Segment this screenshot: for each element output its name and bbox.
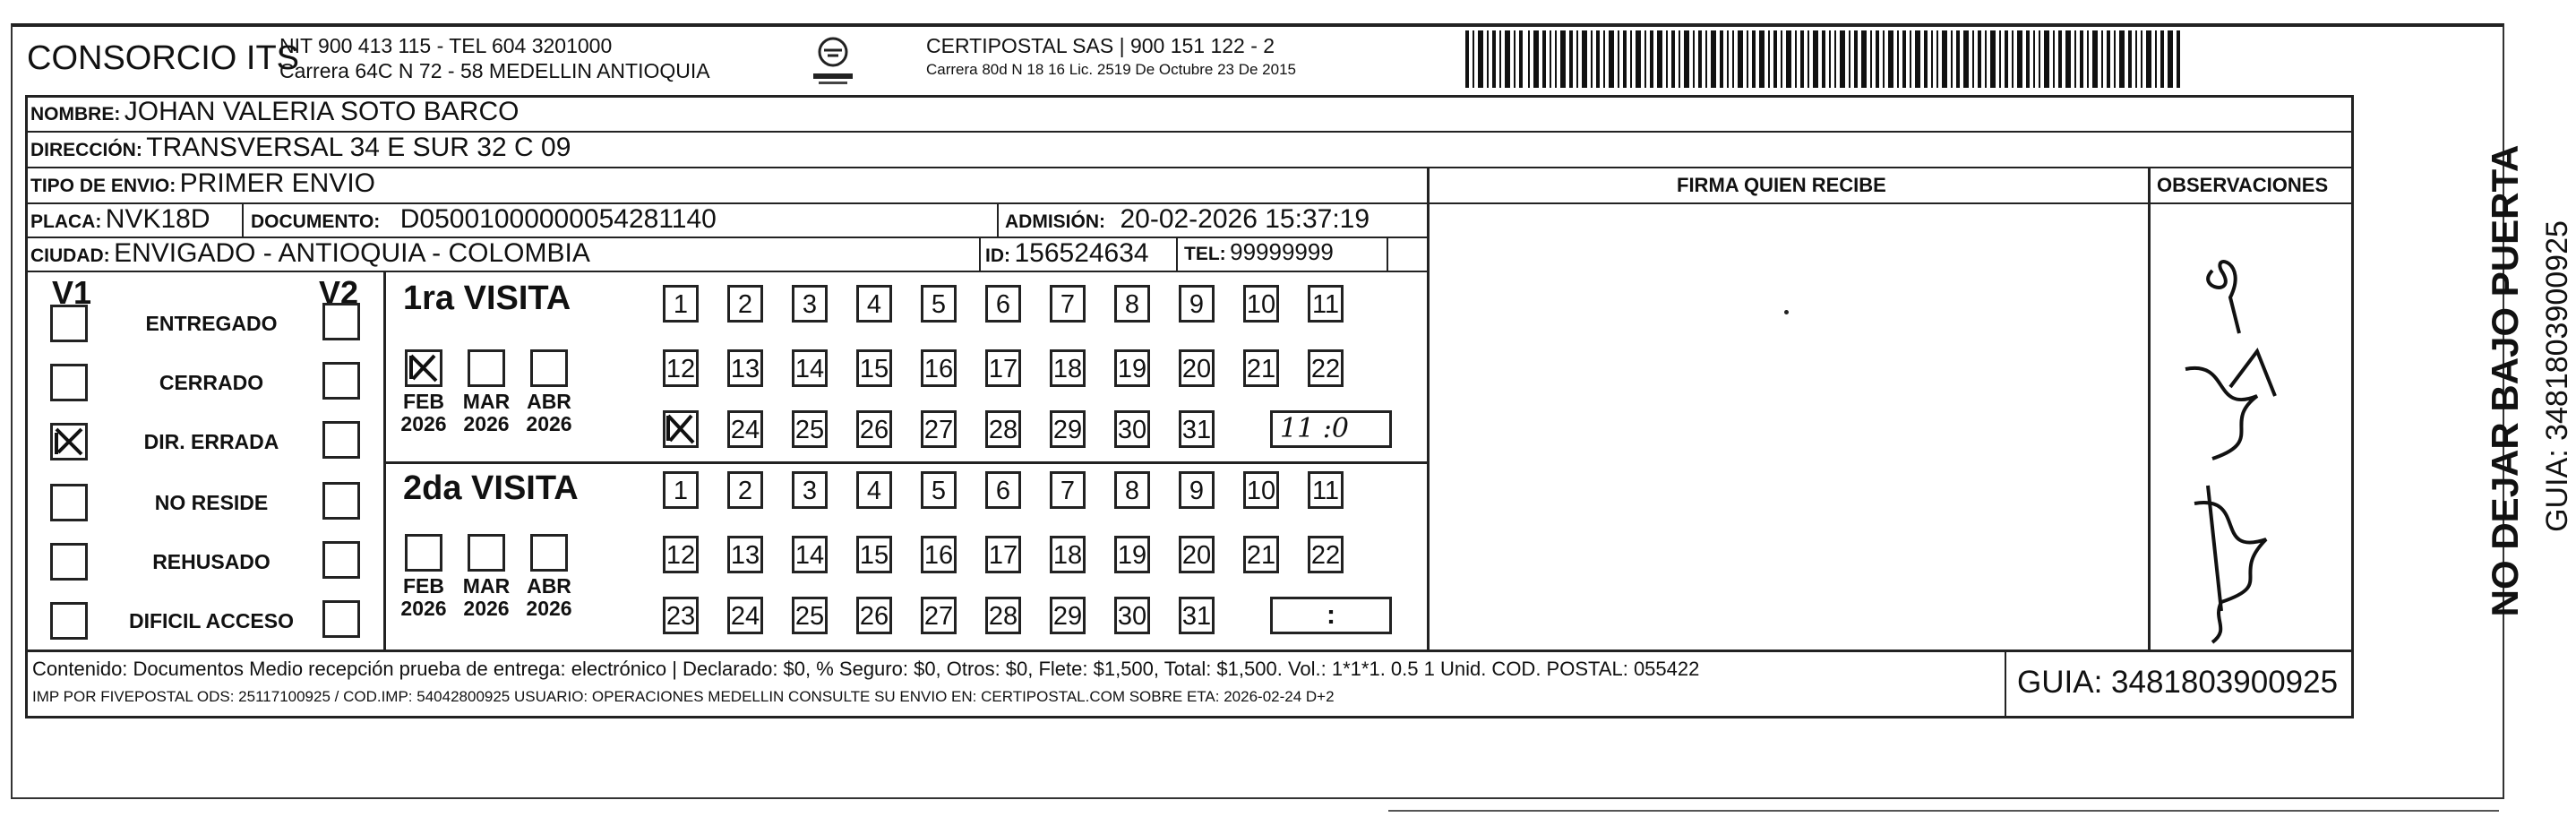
side-guia: GUIA: 3481803900925 xyxy=(2540,220,2574,532)
first-day-6[interactable]: 6 xyxy=(985,285,1021,323)
second-month-label xyxy=(459,575,513,620)
second-day-9[interactable]: 9 xyxy=(1179,471,1215,509)
second-day-13[interactable]: 13 xyxy=(727,536,763,573)
first-month-checkbox[interactable] xyxy=(468,349,505,387)
second-day-28[interactable]: 28 xyxy=(985,597,1021,634)
first-month-label xyxy=(397,391,451,435)
second-day-24[interactable]: 24 xyxy=(727,597,763,634)
first-day-23[interactable] xyxy=(663,410,699,448)
first-month-checkbox[interactable] xyxy=(405,349,442,387)
first-visit-title: 1ra VISITA xyxy=(403,280,571,317)
first-day-20[interactable]: 20 xyxy=(1179,349,1215,387)
placa-label: PLACA: xyxy=(30,211,102,232)
second-time-box[interactable] xyxy=(1270,597,1392,634)
first-day-18[interactable]: 18 xyxy=(1050,349,1086,387)
first-day-16[interactable]: 16 xyxy=(921,349,957,387)
documento-label: DOCUMENTO: xyxy=(251,211,381,232)
first-day-9[interactable]: 9 xyxy=(1179,285,1215,323)
second-month-label xyxy=(397,575,451,620)
first-day-13[interactable]: 13 xyxy=(727,349,763,387)
documento-value: D05001000000054281140 xyxy=(399,204,717,234)
first-day-24[interactable]: 24 xyxy=(727,410,763,448)
admision-value: 20-02-2026 15:37:19 xyxy=(1120,204,1370,234)
placa-cell xyxy=(30,204,210,235)
check-mark-icon xyxy=(53,426,85,458)
first-day-27[interactable]: 27 xyxy=(921,410,957,448)
v2-checkbox[interactable] xyxy=(322,303,360,340)
first-month-checkbox[interactable] xyxy=(530,349,568,387)
nombre-row xyxy=(30,97,519,127)
rule xyxy=(25,271,1427,272)
v2-checkbox[interactable] xyxy=(322,541,360,579)
first-day-19[interactable]: 19 xyxy=(1114,349,1150,387)
first-time-box[interactable] xyxy=(1270,410,1392,448)
id-cell xyxy=(985,238,1149,269)
visit-option-label: NO RESIDE xyxy=(154,491,269,514)
direccion-label: DIRECCIÓN: xyxy=(30,140,142,160)
carrier-address: Carrera 80d N 18 16 Lic. 2519 De Octubre 23 De 2015 xyxy=(926,61,1296,78)
visit-option-label: ENTREGADO xyxy=(145,312,278,335)
placa-value: NVK18D xyxy=(105,204,210,234)
second-day-20[interactable]: 20 xyxy=(1179,536,1215,573)
second-day-6[interactable]: 6 xyxy=(985,471,1021,509)
month-name: ABR xyxy=(527,390,571,413)
first-day-2[interactable]: 2 xyxy=(727,285,763,323)
first-time-value: 11 :0 xyxy=(1280,413,1349,444)
first-day-25[interactable]: 25 xyxy=(792,410,828,448)
check-mark-icon xyxy=(665,413,696,445)
first-day-8[interactable]: 8 xyxy=(1114,285,1150,323)
second-day-11[interactable]: 11 xyxy=(1308,471,1344,509)
first-day-21[interactable]: 21 xyxy=(1243,349,1279,387)
direccion-value: TRANSVERSAL 34 E SUR 32 C 09 xyxy=(146,133,571,162)
second-month-checkbox[interactable] xyxy=(468,534,505,572)
contenido-line: Contenido: Documentos Medio recepción prueba de entrega: electrónico | Declarado: $0, % Seguro: $0, Otros: $0, Flete: $1,500, Total: $1,500. Vol.: 1*1*1. 0.5 1 Unid. COD. POSTAL: 055422 xyxy=(32,658,1700,680)
month-year: 2026 xyxy=(463,412,510,435)
second-day-30[interactable]: 30 xyxy=(1114,597,1150,634)
second-day-18[interactable]: 18 xyxy=(1050,536,1086,573)
second-day-12[interactable]: 12 xyxy=(663,536,699,573)
first-day-31[interactable]: 31 xyxy=(1179,410,1215,448)
tel-label: TEL: xyxy=(1184,244,1226,264)
month-name: MAR xyxy=(462,390,511,413)
rule xyxy=(979,237,981,272)
second-day-17[interactable]: 17 xyxy=(985,536,1021,573)
first-day-14[interactable]: 14 xyxy=(792,349,828,387)
observaciones-header: OBSERVACIONES xyxy=(2157,174,2329,196)
second-day-27[interactable]: 27 xyxy=(921,597,957,634)
second-day-21[interactable]: 21 xyxy=(1243,536,1279,573)
month-year: 2026 xyxy=(463,597,510,620)
visit-option-label: CERRADO xyxy=(159,371,264,394)
first-month-label xyxy=(459,391,513,435)
visit-option-label: DIFICIL ACCESO xyxy=(128,609,294,632)
second-day-29[interactable]: 29 xyxy=(1050,597,1086,634)
imp-line: IMP POR FIVEPOSTAL ODS: 25117100925 / COD.IMP: 54042800925 USUARIO: OPERACIONES MEDELLIN CONSULTE SU ENVIO EN: CERTIPOSTAL.COM SOBRE ETA: 2026-02-24 D+2 xyxy=(32,688,1335,705)
first-day-10[interactable]: 10 xyxy=(1243,285,1279,323)
v1-checkbox[interactable] xyxy=(50,305,88,342)
first-day-17[interactable]: 17 xyxy=(985,349,1021,387)
ciudad-cell xyxy=(30,238,590,269)
ciudad-value: ENVIGADO - ANTIOQUIA - COLOMBIA xyxy=(114,238,590,268)
nombre-value: JOHAN VALERIA SOTO BARCO xyxy=(124,97,519,126)
second-visit-title: 2da VISITA xyxy=(403,469,579,507)
first-day-26[interactable]: 26 xyxy=(856,410,892,448)
rule xyxy=(1387,237,1388,272)
second-day-26[interactable]: 26 xyxy=(856,597,892,634)
month-year: 2026 xyxy=(526,597,572,620)
direccion-row xyxy=(30,133,571,163)
v1-checkbox[interactable] xyxy=(50,364,88,401)
first-day-29[interactable]: 29 xyxy=(1050,410,1086,448)
second-day-25[interactable]: 25 xyxy=(792,597,828,634)
v1-checkbox[interactable] xyxy=(50,543,88,581)
visit-option-label: DIR. ERRADA xyxy=(143,430,279,453)
v2-checkbox[interactable] xyxy=(322,600,360,638)
v2-checkbox[interactable] xyxy=(322,421,360,459)
second-day-31[interactable]: 31 xyxy=(1179,597,1215,634)
ciudad-label: CIUDAD: xyxy=(30,245,110,266)
month-name: MAR xyxy=(462,574,511,598)
first-day-11[interactable]: 11 xyxy=(1308,285,1344,323)
id-label: ID: xyxy=(985,245,1010,266)
barcode xyxy=(1465,27,2182,91)
second-day-15[interactable]: 15 xyxy=(856,536,892,573)
firma-header: FIRMA QUIEN RECIBE xyxy=(1677,174,1886,196)
first-day-1[interactable]: 1 xyxy=(663,285,699,323)
rule xyxy=(383,461,1427,464)
tel-cell xyxy=(1184,238,1334,266)
visit-option-label: REHUSADO xyxy=(152,550,270,573)
recipient-signature xyxy=(2159,235,2347,647)
second-day-8[interactable]: 8 xyxy=(1114,471,1150,509)
v2-checkbox[interactable] xyxy=(322,482,360,520)
first-day-22[interactable]: 22 xyxy=(1308,349,1344,387)
tipo-value: PRIMER ENVIO xyxy=(179,168,376,198)
second-day-2[interactable]: 2 xyxy=(727,471,763,509)
second-day-14[interactable]: 14 xyxy=(792,536,828,573)
rule xyxy=(2148,167,2151,652)
month-year: 2026 xyxy=(400,597,447,620)
second-day-10[interactable]: 10 xyxy=(1243,471,1279,509)
scan-edge xyxy=(1388,810,2499,812)
rule xyxy=(997,202,999,238)
carrier-logo-icon xyxy=(806,34,860,88)
first-day-5[interactable]: 5 xyxy=(921,285,957,323)
first-day-3[interactable]: 3 xyxy=(792,285,828,323)
second-day-4[interactable]: 4 xyxy=(856,471,892,509)
second-day-3[interactable]: 3 xyxy=(792,471,828,509)
footer-guia: GUIA: 3481803900925 xyxy=(2017,665,2339,700)
first-day-28[interactable]: 28 xyxy=(985,410,1021,448)
documento-cell xyxy=(251,204,717,235)
v1-label: V1 xyxy=(52,274,92,311)
second-day-1[interactable]: 1 xyxy=(663,471,699,509)
v2-checkbox[interactable] xyxy=(322,362,360,400)
admision-label: ADMISIÓN: xyxy=(1005,211,1105,232)
first-month-label xyxy=(522,391,576,435)
company-name: CONSORCIO ITS xyxy=(27,39,300,77)
second-day-19[interactable]: 19 xyxy=(1114,536,1150,573)
rule xyxy=(1176,237,1178,272)
tipo-label: TIPO DE ENVIO: xyxy=(30,176,176,196)
admision-cell xyxy=(1005,204,1370,235)
company-address: Carrera 64C N 72 - 58 MEDELLIN ANTIOQUIA xyxy=(279,59,710,82)
tel-value: 99999999 xyxy=(1230,238,1334,265)
first-day-4[interactable]: 4 xyxy=(856,285,892,323)
second-time-separator: : xyxy=(1327,600,1335,630)
rule xyxy=(242,202,244,238)
second-day-7[interactable]: 7 xyxy=(1050,471,1086,509)
nombre-label: NOMBRE: xyxy=(30,104,121,125)
side-warning: NO DEJAR BAJO PUERTA xyxy=(2484,144,2526,617)
second-month-checkbox[interactable] xyxy=(405,534,442,572)
rule xyxy=(1427,202,2354,204)
first-day-12[interactable]: 12 xyxy=(663,349,699,387)
carrier-name: CERTIPOSTAL SAS | 900 151 122 - 2 xyxy=(926,34,1275,57)
second-month-checkbox[interactable] xyxy=(530,534,568,572)
month-year: 2026 xyxy=(526,412,572,435)
v1-checkbox[interactable] xyxy=(50,484,88,521)
second-day-16[interactable]: 16 xyxy=(921,536,957,573)
tipo-row xyxy=(30,168,375,199)
id-value: 156524634 xyxy=(1014,238,1149,268)
v1-checkbox[interactable] xyxy=(50,602,88,640)
first-day-7[interactable]: 7 xyxy=(1050,285,1086,323)
stray-dot xyxy=(1784,310,1789,314)
second-month-label xyxy=(522,575,576,620)
month-name: ABR xyxy=(527,574,571,598)
second-day-23[interactable]: 23 xyxy=(663,597,699,634)
month-name: FEB xyxy=(403,390,444,413)
month-name: FEB xyxy=(403,574,444,598)
rule xyxy=(1427,167,1430,652)
first-day-30[interactable]: 30 xyxy=(1114,410,1150,448)
second-day-5[interactable]: 5 xyxy=(921,471,957,509)
company-nit: NIT 900 413 115 - TEL 604 3201000 xyxy=(279,34,613,57)
second-day-22[interactable]: 22 xyxy=(1308,536,1344,573)
v1-checkbox[interactable] xyxy=(50,423,88,460)
first-day-15[interactable]: 15 xyxy=(856,349,892,387)
v2-label: V2 xyxy=(319,274,359,311)
check-mark-icon xyxy=(408,352,440,384)
month-year: 2026 xyxy=(400,412,447,435)
